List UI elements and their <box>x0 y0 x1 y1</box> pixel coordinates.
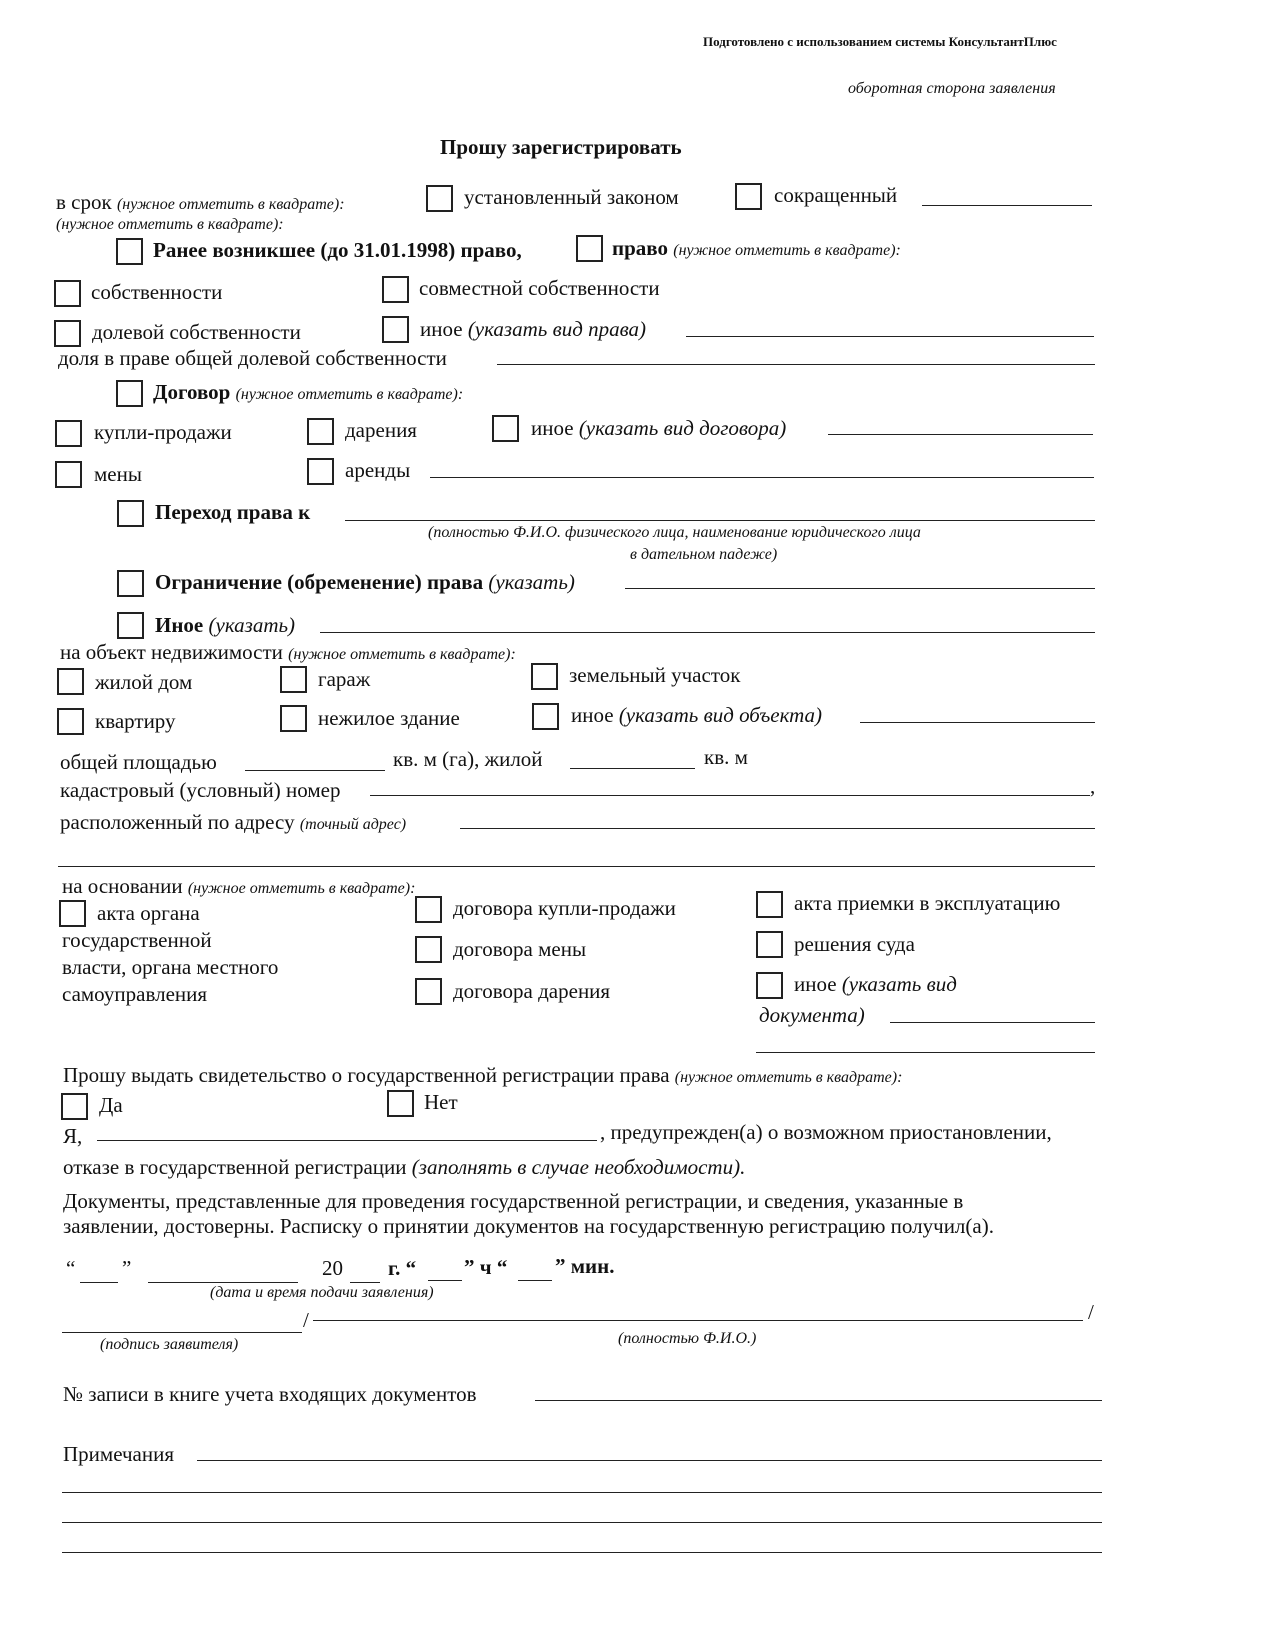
ownership-own-checkbox[interactable] <box>54 280 81 307</box>
time-hour-field[interactable] <box>428 1280 462 1281</box>
object-label: на объект недвижимости (нужное отметить в квадрате): <box>60 640 516 664</box>
full-name-hint: (полностью Ф.И.О.) <box>618 1330 757 1347</box>
object-house-label: жилой дом <box>95 670 193 694</box>
date-year-prefix: 20 <box>322 1256 343 1280</box>
area-unit-2: кв. м <box>704 745 748 769</box>
other-item-label: Иное (указать) <box>155 613 296 637</box>
ownership-shared-label: долевой собственности <box>92 320 301 344</box>
contract-gift-checkbox[interactable] <box>307 418 334 445</box>
basis-gift-label: договора дарения <box>453 979 611 1003</box>
basis-exchange-label: договора мены <box>453 937 587 961</box>
term-short-field[interactable] <box>922 205 1092 206</box>
notes-field-1[interactable] <box>197 1460 1102 1461</box>
warning-tail: , предупрежден(а) о возможном приостановлении, <box>600 1120 1052 1144</box>
cadastral-label: кадастровый (условный) номер <box>60 778 341 802</box>
certificate-yes-checkbox[interactable] <box>61 1093 88 1120</box>
date-g-label: г. “ <box>388 1256 417 1280</box>
area-unit-1: кв. м (га), жилой <box>393 747 543 771</box>
certificate-yes-label: Да <box>99 1093 123 1117</box>
date-close-quote: ” <box>122 1256 132 1280</box>
basis-other-checkbox[interactable] <box>756 972 783 999</box>
page-title: Прошу зарегистрировать <box>440 135 682 159</box>
contract-lease-checkbox[interactable] <box>307 458 334 485</box>
ownership-joint-label: совместной собственности <box>419 276 660 300</box>
right-label: право (нужное отметить в квадрате): <box>612 236 901 260</box>
other-item-field[interactable] <box>320 632 1095 633</box>
notes-field-3[interactable] <box>62 1522 1102 1523</box>
warning-line-2: отказе в государственной регистрации (заполнять в случае необходимости). <box>63 1155 746 1179</box>
basis-act-checkbox[interactable] <box>59 900 86 927</box>
basis-act-line-4: самоуправления <box>62 982 208 1006</box>
basis-exchange-checkbox[interactable] <box>415 936 442 963</box>
contract-checkbox[interactable] <box>116 380 143 407</box>
contract-other-checkbox[interactable] <box>492 415 519 442</box>
transfer-checkbox[interactable] <box>117 500 144 527</box>
back-side-note: оборотная сторона заявления <box>848 80 1056 97</box>
contract-lease-label: аренды <box>345 458 411 482</box>
basis-accept-checkbox[interactable] <box>756 891 783 918</box>
time-h-label: ” ч “ <box>464 1255 508 1279</box>
basis-court-label: решения суда <box>794 932 915 956</box>
mark-hint: (нужное отметить в квадрате): <box>56 216 284 233</box>
basis-act-line-2: государственной <box>62 928 212 952</box>
ownership-other-field[interactable] <box>686 336 1094 337</box>
basis-court-checkbox[interactable] <box>756 931 783 958</box>
basis-gift-checkbox[interactable] <box>415 978 442 1005</box>
object-land-checkbox[interactable] <box>531 663 558 690</box>
signature-field[interactable] <box>62 1332 302 1333</box>
ownership-joint-checkbox[interactable] <box>382 276 409 303</box>
object-house-checkbox[interactable] <box>57 668 84 695</box>
term-label: в срок (нужное отметить в квадрате): <box>56 190 345 214</box>
declaration-line-1: Документы, представленные для проведения государственной регистрации, и сведения, указанные в <box>63 1189 964 1213</box>
contract-sale-checkbox[interactable] <box>55 420 82 447</box>
certificate-label: Прошу выдать свидетельство о государственной регистрации права (нужное отметить в квадрате): <box>63 1063 903 1087</box>
area-total-field[interactable] <box>245 770 385 771</box>
date-month-field[interactable] <box>148 1282 298 1283</box>
notes-field-4[interactable] <box>62 1552 1102 1553</box>
area-living-field[interactable] <box>570 768 695 769</box>
restriction-field[interactable] <box>625 588 1095 589</box>
object-flat-label: квартиру <box>95 709 176 733</box>
address-field[interactable] <box>460 828 1095 829</box>
certificate-no-checkbox[interactable] <box>387 1090 414 1117</box>
certificate-no-label: Нет <box>424 1090 458 1114</box>
object-nonres-label: нежилое здание <box>318 706 460 730</box>
term-short-checkbox[interactable] <box>735 183 762 210</box>
object-other-checkbox[interactable] <box>532 703 559 730</box>
declaration-line-2: заявлении, достоверны. Расписку о принятии документов на государственную регистрацию получил(а). <box>63 1214 994 1238</box>
object-other-field[interactable] <box>860 722 1095 723</box>
object-other-label: иное (указать вид объекта) <box>571 703 823 727</box>
contract-exchange-checkbox[interactable] <box>55 461 82 488</box>
term-short-label: сокращенный <box>774 183 898 207</box>
record-field[interactable] <box>535 1400 1102 1401</box>
restriction-checkbox[interactable] <box>117 570 144 597</box>
basis-act-line-1: акта органа <box>97 901 200 925</box>
ownership-shared-checkbox[interactable] <box>54 320 81 347</box>
contract-sale-label: купли-продажи <box>94 420 232 444</box>
term-legal-checkbox[interactable] <box>426 185 453 212</box>
contract-other-label: иное (указать вид договора) <box>531 416 787 440</box>
share-field[interactable] <box>497 364 1095 365</box>
basis-other-label: иное (указать вид <box>794 972 957 996</box>
prepared-note: Подготовлено с использованием системы КонсультантПлюс <box>703 34 1057 49</box>
term-legal-label: установленный законом <box>464 185 679 209</box>
share-label: доля в праве общей долевой собственности <box>58 346 447 370</box>
cadastral-field[interactable] <box>370 795 1090 796</box>
warning-i: Я, <box>63 1124 83 1148</box>
basis-act-line-3: власти, органа местного <box>62 955 279 979</box>
restriction-label: Ограничение (обременение) права (указать) <box>155 570 575 594</box>
object-nonres-checkbox[interactable] <box>280 705 307 732</box>
previous-right-checkbox[interactable] <box>116 238 143 265</box>
address-field-2[interactable] <box>58 866 1095 867</box>
contract-gift-label: дарения <box>345 418 417 442</box>
object-garage-label: гараж <box>318 667 371 691</box>
cadastral-comma: , <box>1090 774 1096 798</box>
contract-exchange-label: мены <box>94 462 142 486</box>
full-name-field[interactable] <box>313 1320 1083 1321</box>
signature-slash-2: / <box>1088 1300 1094 1324</box>
basis-sale-checkbox[interactable] <box>415 896 442 923</box>
previous-right-label: Ранее возникшее (до 31.01.1998) право, <box>153 238 522 262</box>
object-garage-checkbox[interactable] <box>280 666 307 693</box>
contract-other-field[interactable] <box>828 434 1093 435</box>
object-land-label: земельный участок <box>569 663 741 687</box>
object-flat-checkbox[interactable] <box>57 708 84 735</box>
transfer-hint-2: в дательном падеже) <box>630 546 778 563</box>
ownership-other-label: иное (указать вид права) <box>420 317 647 341</box>
basis-other-field-2[interactable] <box>756 1052 1095 1053</box>
ownership-other-checkbox[interactable] <box>382 316 409 343</box>
contract-label: Договор (нужное отметить в квадрате): <box>153 380 464 404</box>
time-minute-field[interactable] <box>518 1280 552 1281</box>
record-label: № записи в книге учета входящих документов <box>63 1382 477 1406</box>
notes-field-2[interactable] <box>62 1492 1102 1493</box>
basis-accept-label: акта приемки в эксплуатацию <box>794 891 1061 915</box>
area-total-label: общей площадью <box>60 750 217 774</box>
notes-label: Примечания <box>63 1442 175 1466</box>
signature-slash-1: / <box>303 1308 309 1332</box>
transfer-field[interactable] <box>345 520 1095 521</box>
ownership-own-label: собственности <box>91 280 223 304</box>
signature-hint: (подпись заявителя) <box>100 1336 239 1353</box>
address-label: расположенный по адресу (точный адрес) <box>60 810 407 834</box>
warning-name-field[interactable] <box>97 1140 597 1141</box>
time-min-label: ” мин. <box>555 1254 615 1278</box>
transfer-hint-1: (полностью Ф.И.О. физического лица, наименование юридического лица <box>428 524 921 541</box>
contract-lease-field[interactable] <box>430 477 1094 478</box>
datetime-hint: (дата и время подачи заявления) <box>210 1284 434 1301</box>
basis-other-field[interactable] <box>890 1022 1095 1023</box>
date-open-quote: “ <box>66 1256 76 1280</box>
transfer-label: Переход права к <box>155 500 311 524</box>
basis-other-hint-2: документа) <box>759 1003 865 1027</box>
date-year-field[interactable] <box>350 1282 380 1283</box>
basis-sale-label: договора купли-продажи <box>453 896 676 920</box>
date-day-field[interactable] <box>80 1282 118 1283</box>
other-item-checkbox[interactable] <box>117 612 144 639</box>
right-checkbox[interactable] <box>576 235 603 262</box>
basis-label: на основании (нужное отметить в квадрате): <box>62 874 416 898</box>
